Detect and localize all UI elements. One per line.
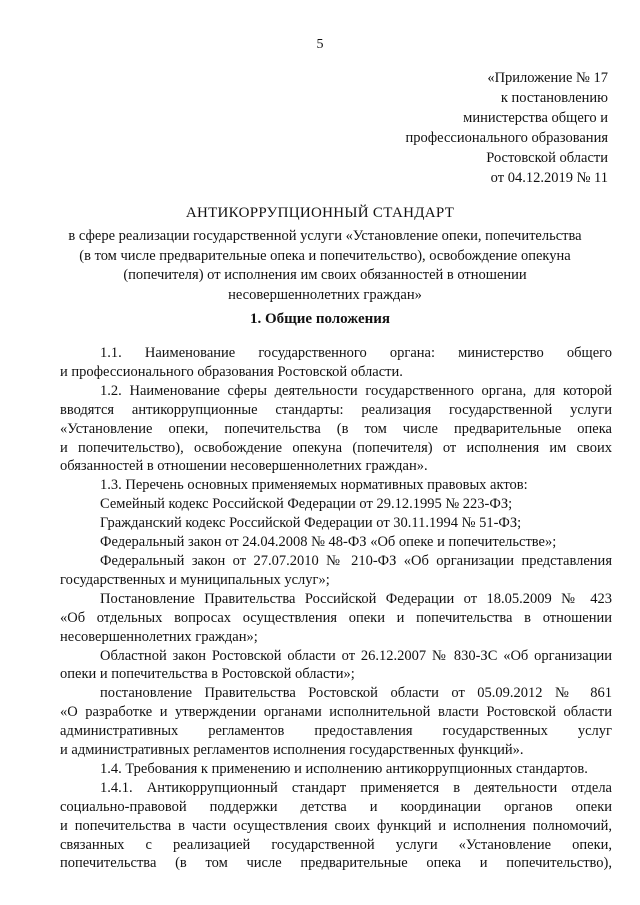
body-line: 1.2. Наименование сферы деятельности государственного органа, для которой [100,382,612,399]
appendix-line: министерства общего и [463,110,608,126]
body-line: опеки и попечительства в Ростовской области»; [60,666,355,683]
body-line: 1.1. Наименование государственного органа: министерство общего [100,345,612,361]
document-subtitle [60,227,590,305]
appendix-line: «Приложение № 17 [487,70,608,86]
body-line: связанных с реализацией государственной услуги «Установление опеки, [60,836,612,853]
appendix-line: от 04.12.2019 № 11 [490,170,608,186]
body-line: Гражданский кодекс Российской Федерации от 30.11.1994 № 51-ФЗ; [100,515,522,532]
appendix-line: к постановлению [500,90,608,106]
body-line: Федеральный закон от 24.04.2008 № 48-ФЗ «Об опеке и попечительстве»; [100,534,557,551]
body-line: Областной закон Ростовской области от 26.12.2007 № 830-ЗС «Об организации [100,647,612,664]
body-line: постановление Правительства Ростовской области от 05.09.2012 № 861 [100,685,612,702]
appendix-line: Ростовской области [486,150,608,166]
body-line: административных регламентов предоставления государственных услуг [60,723,612,740]
section-heading: 1. Общие положения [249,311,391,327]
body-line: попечительства (в том числе предварительные опека и попечительство), [60,855,612,872]
body-line: Постановление Правительства Российской Федерации от 18.05.2009 № 423 [100,590,612,607]
body-line: Федеральный закон от 27.07.2010 № 210-ФЗ «Об организации представления [100,552,612,569]
subtitle-line: в сфере реализации государственной услуги «Установление опеки, попечительства [68,228,582,244]
body-line: несовершеннолетних граждан»; [60,628,258,645]
appendix-block [308,68,608,188]
subtitle-line: несовершеннолетних граждан» [228,286,422,303]
document-title: АНТИКОРРУПЦИОННЫЙ СТАНДАРТ [185,205,455,221]
appendix-line: профессионального образования [405,130,608,146]
body-line: 1.3. Перечень основных применяемых нормативных правовых актов: [100,477,528,494]
body-text [60,344,612,873]
subtitle-line: (попечителя) от исполнения им своих обязанностей в отношении [123,267,527,283]
body-line: «Об отдельных вопросах осуществления опеки и попечительства в отношении [60,609,612,626]
body-line: 1.4.1. Антикоррупционный стандарт применяется в деятельности отдела [100,779,612,796]
subtitle-line: (в том числе предварительные опека и попечительство), освобождение опекуна [79,247,571,264]
body-line: социально-правовой поддержки детства и координации органов опеки [60,798,612,815]
body-line: «Установление опеки, попечительства (в том числе предварительные опека [60,420,612,437]
body-line: 1.4. Требования к применению и исполнению антикоррупционных стандартов. [100,760,588,777]
body-line: обязанностей в отношении несовершеннолетних граждан». [60,458,428,475]
body-line: «О разработке и утверждении органами исполнительной власти Ростовской области [60,704,612,721]
body-line: и административных регламентов исполнения государственных функций». [60,742,524,759]
page-number: 5 [316,37,324,52]
body-line: вводятся антикоррупционные стандарты: реализация государственной услуги [60,401,612,418]
body-line: и попечительство), освобождение опекуна (попечителя) от исполнения им своих [60,439,612,456]
body-line: государственных и муниципальных услуг»; [60,571,330,588]
body-line: Семейный кодекс Российской Федерации от 29.12.1995 № 223-ФЗ; [100,496,513,513]
body-line: и попечительства в части осуществления своих функций и исполнения полномочий, [60,817,612,834]
body-line: и профессионального образования Ростовской области. [60,363,403,380]
